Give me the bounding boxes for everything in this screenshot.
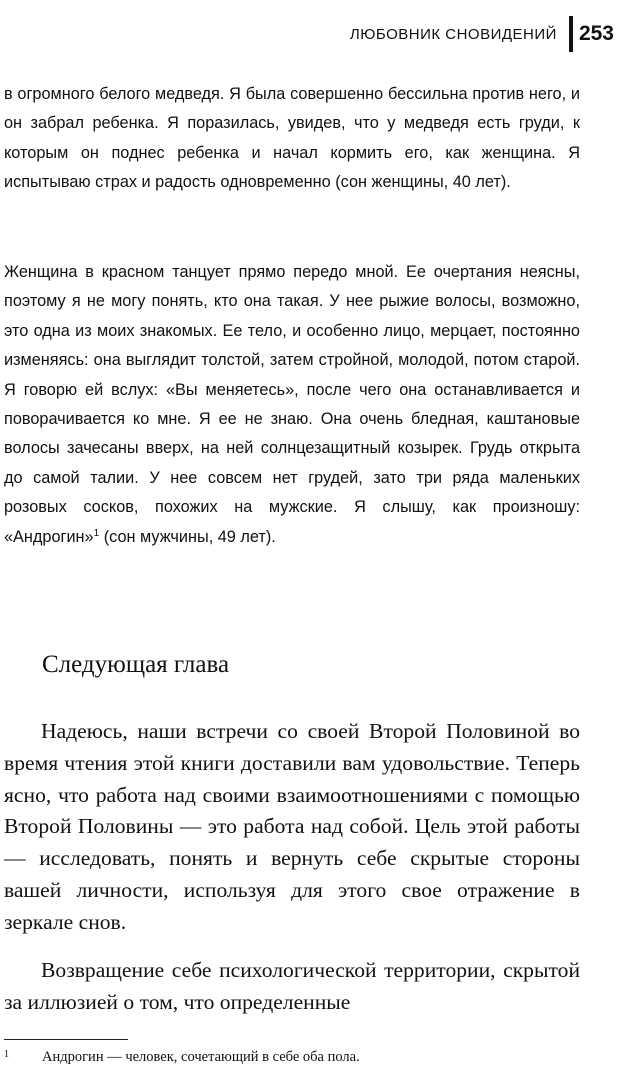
footnote-reference[interactable]: 1 [93, 527, 100, 539]
footnote-mark: 1 [4, 1049, 9, 1060]
footnote-text: Андрогин — человек, сочетающий в себе оба пола. [42, 1049, 360, 1065]
paragraph-text-end: (сон мужчины, 49 лет). [99, 527, 276, 546]
footnote [4, 1046, 360, 1066]
paragraph-text: Женщина в красном танцует прямо передо мной. Ее очертания неясны, поэтому я не могу понять, кто она такая. У нее рыжие волосы, возможно, это одна из моих знакомых. Ее тело, и особенно лицо, мерцает, постоянно изменяясь: она выглядит толстой, затем стройной, молодой, потом старой. Я говорю ей вслух: «Вы меняетесь», после чего она останавливается и поворачивается ко мне. Я ее не знаю. Она очень бледная, каштановые волосы зачесаны вверх, на ней солнцезащитный козырек. Грудь открыта до самой талии. У нее совсем нет грудей, зато три ряда маленьких розовых сосков, похожих на мужские. Я слышу, как произношу: «Андрогин» [4, 263, 580, 546]
dream-paragraph-woman-in-red [4, 258, 580, 552]
header-divider [569, 16, 573, 52]
running-header [350, 14, 614, 54]
footnote-divider [4, 1039, 128, 1040]
page-number: 253 [578, 22, 614, 45]
body-paragraph: Возвращение себе психологической территории, скрытой за иллюзией о том, что определенные [4, 958, 580, 1014]
running-title: ЛЮБОВНИК СНОВИДЕНИЙ [349, 25, 557, 43]
section-heading: Следующая глава [42, 651, 230, 678]
dream-paragraph-bear: в огромного белого медведя. Я была совершенно бессильна против него, и он забрал ребенка. Я поразилась, увидев, что у медведя есть груди, к которым он поднес ребенка и начал кормить его, как женщина. Я испытываю страх и радость одновременно (сон женщины, 40 лет). [4, 85, 580, 192]
body-paragraph: Надеюсь, наши встречи со своей Второй Половиной во время чтения этой книги доставили вам удовольствие. Теперь ясно, что работа над своими взаимоотношениями с помощью Второй Половины — это работа над собой. Цель этой работы — исследовать, понять и вернуть себе скрытые стороны вашей личности, используя для этого свое отражение в зеркале снов. [4, 719, 580, 934]
